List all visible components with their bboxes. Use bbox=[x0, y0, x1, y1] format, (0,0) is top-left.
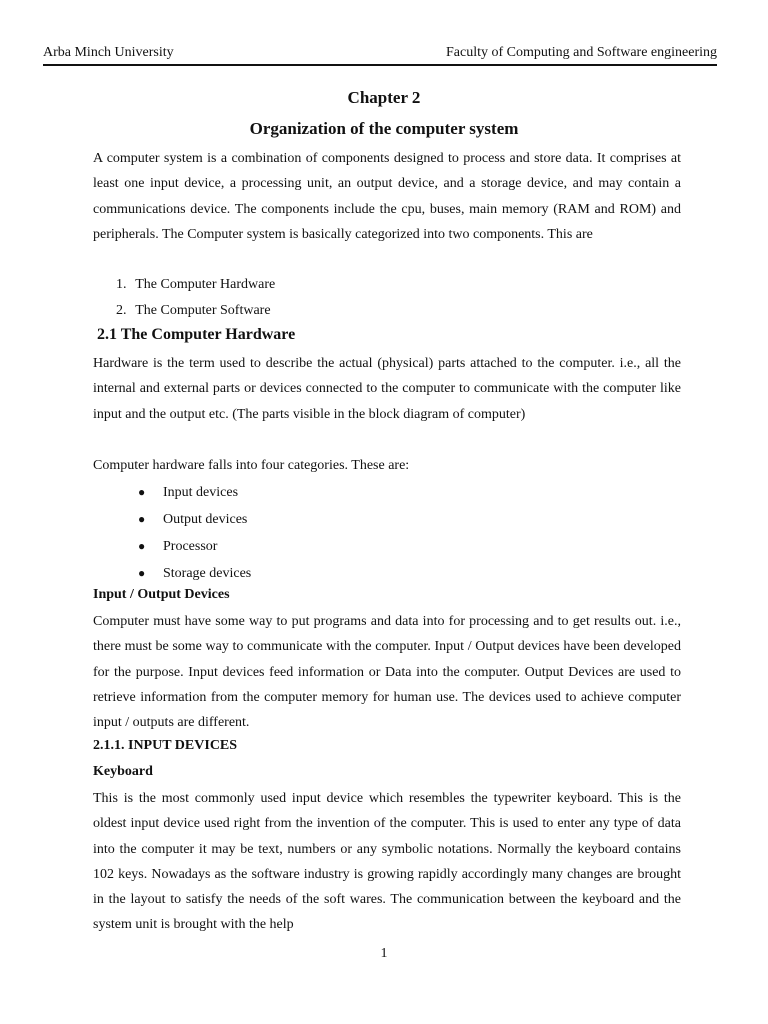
list-item bbox=[116, 272, 275, 298]
list-item bbox=[138, 560, 251, 587]
keyboard-heading: Keyboard bbox=[93, 764, 153, 779]
header-university: Arba Minch University bbox=[43, 45, 174, 60]
io-devices-heading: Input / Output Devices bbox=[93, 587, 230, 602]
bullet-icon: ● bbox=[138, 566, 146, 580]
categories-intro: Computer hardware falls into four categories. These are: bbox=[93, 458, 410, 473]
page-header bbox=[43, 44, 717, 64]
hardware-paragraph: Hardware is the term used to describe the actual (physical) parts attached to the computer. i.e., all the internal and external parts or devices connected to the computer to communicate with the computer like input and the output etc. (The parts visible in the block diagram of computer) bbox=[93, 356, 681, 422]
list-item bbox=[138, 506, 251, 533]
component-list bbox=[116, 272, 275, 324]
keyboard-paragraph: This is the most commonly used input device which resembles the typewriter keyboard. This is the oldest input device used right from the invention of the computer. This is used to enter any type of data into the computer it may be text, numbers or any symbolic notations. Normally the keyboard contains 102 keys. Nowadays as the software industry is growing rapidly accordingly many changes are brought in the layout to satisfy the needs of the soft wares. The communication between the keyboard and the system unit is brought with the help bbox=[93, 791, 681, 933]
section-heading-hardware: 2.1 The Computer Hardware bbox=[97, 326, 296, 343]
list-number: 2. bbox=[116, 303, 127, 318]
list-text: Storage devices bbox=[163, 566, 252, 581]
bullet-icon: ● bbox=[138, 512, 146, 526]
list-text: The Computer Software bbox=[135, 303, 271, 318]
io-devices-paragraph: Computer must have some way to put programs and data into for processing and to get results out. i.e., there must be some way to communicate with the computer. Input / Output devices have been developed for the purpose. Input devices feed information or Data into the computer. Output Devices are used to retrieve information from the computer memory for human use. The devices used to achieve computer input / outputs are different. bbox=[93, 614, 681, 731]
page-number: 1 bbox=[380, 946, 388, 961]
list-text: Output devices bbox=[163, 512, 248, 527]
list-item bbox=[138, 479, 251, 506]
list-text: Input devices bbox=[163, 485, 239, 500]
list-item bbox=[138, 533, 251, 560]
header-faculty: Faculty of Computing and Software engineering bbox=[446, 45, 717, 60]
list-item bbox=[116, 298, 275, 324]
bullet-icon: ● bbox=[138, 485, 146, 499]
hardware-category-list bbox=[138, 479, 251, 587]
input-devices-heading: 2.1.1. INPUT DEVICES bbox=[93, 738, 238, 753]
chapter-number: Chapter 2 bbox=[347, 88, 421, 107]
chapter-title: Organization of the computer system bbox=[249, 119, 519, 138]
list-text: The Computer Hardware bbox=[135, 277, 276, 292]
header-rule bbox=[43, 64, 717, 66]
list-text: Processor bbox=[163, 539, 218, 554]
list-number: 1. bbox=[116, 277, 127, 292]
intro-paragraph: A computer system is a combination of components designed to process and store data. It comprises at least one input device, a processing unit, an output device, and a storage device, and may contain a communications device. The components include the cpu, buses, main memory (RAM and ROM) and peripherals. The Computer system is basically categorized into two components. This are bbox=[93, 151, 681, 242]
bullet-icon: ● bbox=[138, 539, 146, 553]
